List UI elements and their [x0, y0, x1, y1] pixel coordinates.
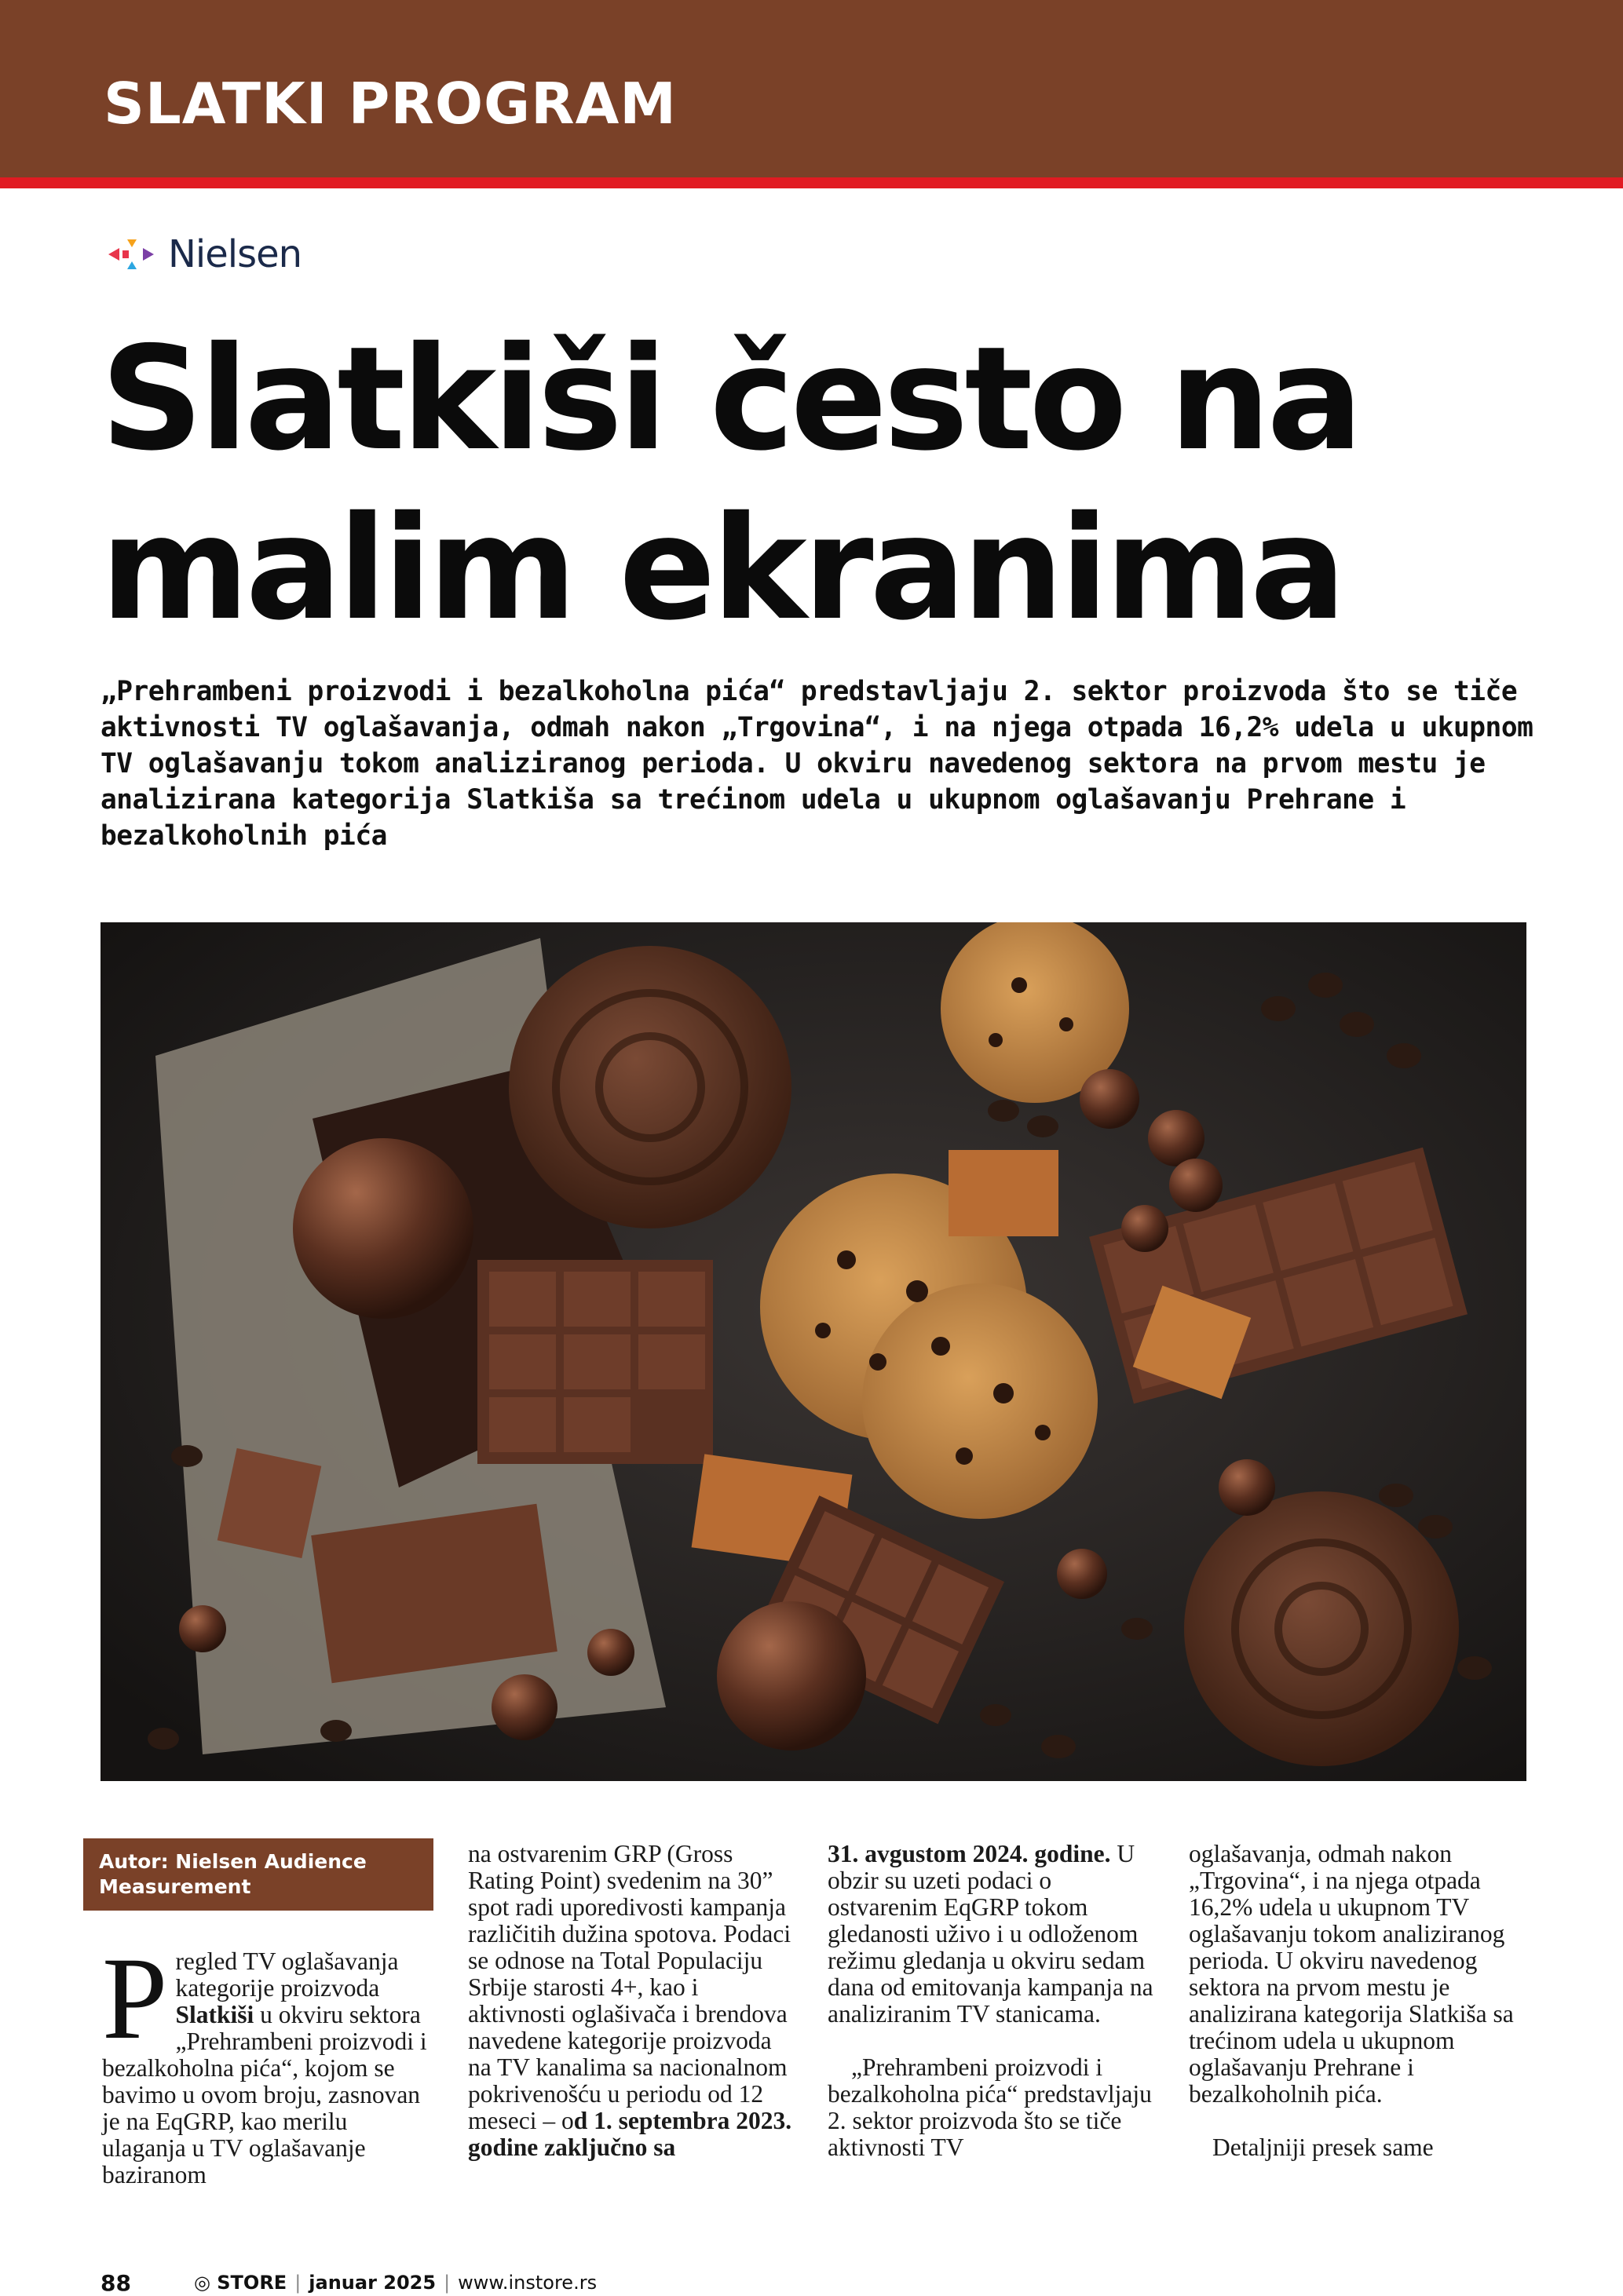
col2-bold: d 1. septembra 2023. godine zaključno sa: [468, 2107, 792, 2161]
headline-line-1: Slatkiši često na: [101, 316, 1360, 482]
body-column-1: [102, 1933, 432, 2188]
section-header: [0, 0, 1623, 177]
author-credit: Autor: Nielsen Audience Measurement: [99, 1850, 367, 1898]
col3-text-b: „Prehrambeni proizvodi i bezalkoholna pića“ predstavljaju 2. sektor proizvoda što se tiče aktivnosti TV: [828, 2053, 1152, 2161]
page-footer: [101, 2271, 597, 2294]
store-logo: ◎ STORE: [193, 2272, 287, 2294]
body-column-2: [468, 1841, 798, 2161]
col1-text-b: u okviru sektora „Prehrambeni proizvodi i bezalkoholna pića“, kojom se bavimo u ovom broju, zasnovan je na EqGRP, kao merilu ulaganja u TV oglašavanje baziranom: [102, 2001, 427, 2188]
headline-line-2: malim ekranima: [101, 485, 1343, 652]
header-red-rule: [0, 177, 1623, 188]
footer-divider: |: [444, 2272, 451, 2294]
col1-bold: Slatkiši: [175, 2001, 254, 2028]
issue-date: januar 2025: [309, 2272, 437, 2294]
col4-text-a: oglašavanja, odmah nakon „Trgovina“, i na njega otpada 16,2% udela u ukupnom TV oglašavanju tokom analiziranog perioda. U okviru navedenog sektora na prvom mestu je analizirana kategorija Slatkiša sa trećinom udela u ukupnom oglašavanju Prehrane i bezalkoholnih pića.: [1189, 1840, 1514, 2108]
col3-text-a: U obzir su uzeti podaci o ostvarenim EqGRP tokom gledanosti uživo i u odloženom režimu gledanja u okviru sedam dana od emitovanja kampanja na analiziranim TV stanicama.: [828, 1840, 1153, 2028]
article-lead: „Prehrambeni proizvodi i bezalkoholna pića“ predstavljaju 2. sektor proizvoda što se tiče aktivnosti TV oglašavanja, odmah nakon „Trgovina“, i na njega otpada 16,2% udela u ukupnom TV oglašavanju tokom analiziranog perioda. U okviru navedenog sektora na prvom mestu je analizirana kategorija Slatkiša sa trećinom udela u ukupnom oglašavanju Prehrane i bezalkoholnih pića: [101, 676, 1533, 852]
body-column-4: [1189, 1841, 1534, 2161]
nielsen-logo: [105, 232, 302, 276]
article-headline: [101, 314, 1553, 653]
store-logo-text: STORE: [217, 2272, 287, 2294]
chocolate-cookies-illustration: [101, 922, 1526, 1781]
col2-text-a: na ostvarenim GRP (Gross Rating Point) svedenim na 30” spot radi uporedivosti kampanja različitih dužina spotova. Podaci se odnose na Total Populaciju Srbije starosti 4+, kao i aktivnosti oglašivača i brendova navedene kategorije proizvoda na TV kanalima sa nacionalnom pokrivenošću u periodu od 12 meseci – o: [468, 1840, 791, 2134]
nielsen-wordmark: Nielsen: [168, 232, 302, 276]
col4-text-b: Detaljniji presek same: [1212, 2134, 1434, 2161]
footer-divider: |: [294, 2272, 302, 2294]
page-number: 88: [101, 2269, 131, 2296]
col3-bold: 31. avgustom 2024. godine.: [828, 1840, 1111, 1867]
col1-text-a: regled TV oglašavanja kategorije proizvoda: [175, 1947, 399, 2002]
website-url: www.instore.rs: [458, 2272, 598, 2294]
drop-cap: P: [102, 1933, 168, 2064]
author-box: [83, 1838, 433, 1911]
sweets-photo: [101, 922, 1526, 1781]
section-title: SLATKI PROGRAM: [104, 71, 677, 137]
body-column-3: [828, 1841, 1157, 2161]
nielsen-logo-icon: [105, 235, 160, 274]
